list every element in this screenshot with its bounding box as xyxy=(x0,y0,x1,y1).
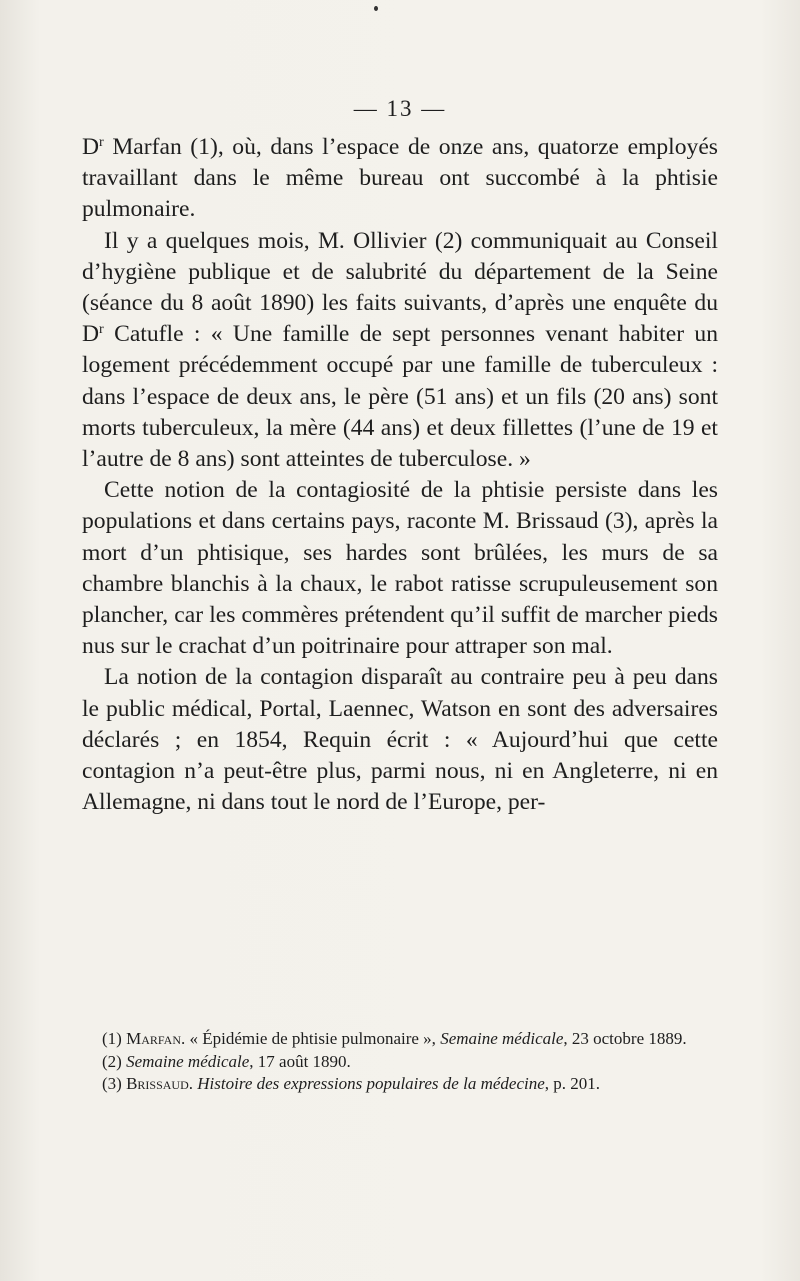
text-run: , 23 octobre 1889. xyxy=(563,1029,687,1048)
italic-text: Histoire des expressions populaires de la médecine xyxy=(197,1074,545,1093)
italic-text: Semaine médicale xyxy=(126,1051,250,1071)
footnotes xyxy=(82,1028,718,1096)
text-run: La notion de la contagion disparaît au contraire peu à peu dans le public médical, Portal, Laennec, Watson en sont des adversaires déclarés ; en 1854, Requin écrit : « Aujourd’hui que cette contagion n’a peut-être plus, parmi nous, ni en Angleterre, ni en Allemagne, ni dans tout le nord de l’Europe, per- xyxy=(82,664,718,816)
superscript: r xyxy=(99,134,104,151)
author-name: Marfan xyxy=(126,1029,181,1048)
text-run: Il y a quelques mois, M. Ollivier (2) communiquait au Conseil d’hygiène publique et de salubrité du département de la Seine (séance du 8 août 1890) les faits suivants, d’après une enquête du D xyxy=(82,227,718,348)
text-run: . « Épidémie de phtisie pulmonaire », xyxy=(180,1029,441,1048)
text-run: (2) xyxy=(102,1051,127,1071)
author-name: Brissaud xyxy=(126,1074,189,1093)
superscript: r xyxy=(99,321,104,338)
ink-speck xyxy=(374,6,378,11)
text-run: D xyxy=(82,134,100,160)
paragraph-1 xyxy=(82,132,718,226)
body-text xyxy=(82,132,718,818)
text-run: Catufle : « Une famille de sept personnes venant habiter un logement précédemment occupé par une famille de tuberculeux : dans l’espace de deux ans, le père (51 ans) et un fils (20 ans) sont morts tuberculeux, la mère (44 ans) et deux fillettes (l’une de 19 et l’autre de 8 ans) sont atteintes de tuberculose. » xyxy=(82,321,718,473)
text-run: (1) xyxy=(102,1029,127,1048)
text-run: Cette notion de la contagiosité de la phtisie persiste dans les populations et dans certains pays, raconte M. Brissaud (3), après la mort d’un phtisique, ses hardes sont brûlées, les murs de sa chambre blanchis à la chaux, le rabot ratisse scrupuleusement son plancher, car les commères prétendent qu’il suffit de marcher pieds nus sur le crachat d’un poitrinaire pour attraper son mal. xyxy=(82,477,718,660)
paragraph-2 xyxy=(82,226,718,476)
text-run: Marfan (1), où, dans l’espace de onze ans, quatorze employés travaillant dans le même bureau ont succombé à la phtisie pulmonaire. xyxy=(82,134,718,223)
footnote-2 xyxy=(82,1051,718,1074)
footnote-3 xyxy=(82,1073,718,1096)
paragraph-3 xyxy=(82,475,718,662)
text-run: . xyxy=(188,1074,198,1093)
footnote-1 xyxy=(82,1028,718,1051)
text-run: (3) xyxy=(102,1074,127,1093)
page-number: — 13 — xyxy=(353,96,447,121)
italic-text: Semaine médicale xyxy=(440,1029,564,1048)
text-run: , 17 août 1890. xyxy=(249,1051,351,1071)
text-run: , p. 201. xyxy=(544,1074,601,1093)
paragraph-4 xyxy=(82,662,718,818)
